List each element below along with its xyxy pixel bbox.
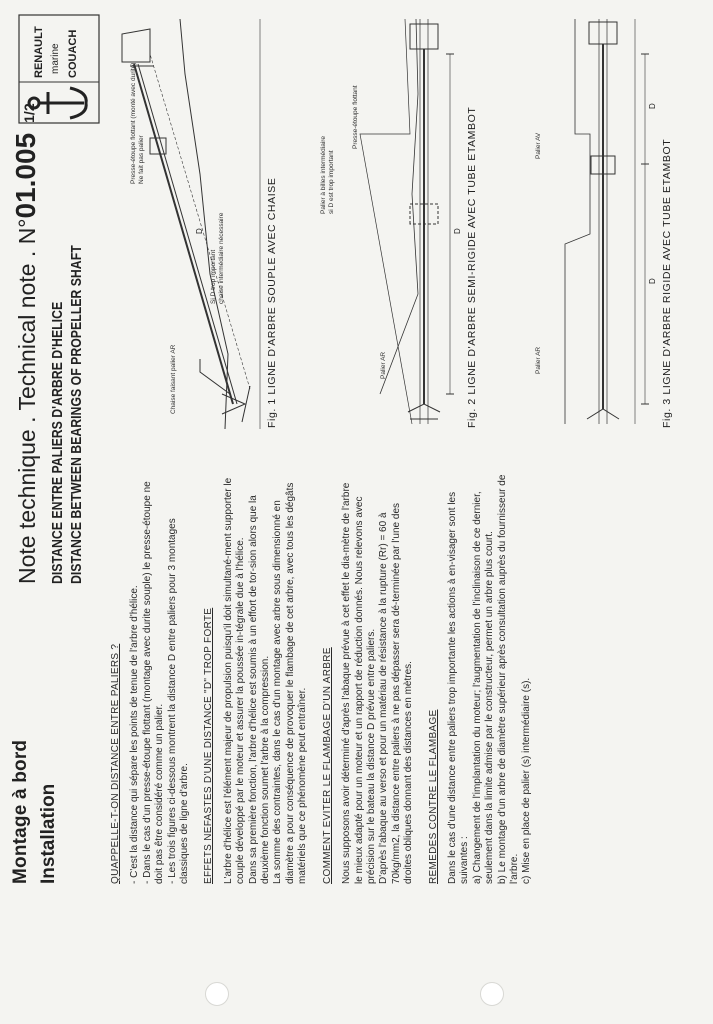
figure-1-d-label: D xyxy=(195,228,204,234)
figure-1-label-chair-needed: chaise intermédiaire nécessaire xyxy=(218,212,225,304)
figure-2 xyxy=(300,14,480,434)
figure-1-label-gland: Presse-étoupe flottant (monté avec durite) xyxy=(130,62,137,184)
subtitle-fr: DISTANCE ENTRE PALIERS D'ARBRE D'HELICE xyxy=(49,301,66,584)
figure-3-label-rear-bearing: Palier AR xyxy=(535,346,542,374)
section-body: L'arbre d'hélice est l'élément majeur de propulsion puisqu'il doit simultané-ment supporter le couple développé par le moteur et assurer la poussée in-tégrale due à l'hélice. Dans sa première fonction, l'arbre d'hélice est soumis à un effort de tor-sion alors que la deuxième fonction soumet l'arbre à la compression. La somme des contraintes, dans le cas d'un montage avec arbre sous dimensionné en diamètre a pour conséquence de provoquer le flambage de cet arbre, avec tous les dégâts matériels que ce phénomène peut entraîner. xyxy=(222,477,309,884)
figure-3-d2-label: D xyxy=(648,103,657,109)
note-title xyxy=(10,103,42,584)
text-column xyxy=(110,474,546,884)
section-body: - C'est la distance qui sépare les points de tenue de l'arbre d'hélice. - Dans le cas d'un presse-étoupe flottant (montage avec durite souple) le presse-étoupe ne doit pas être considéré comme un palier. - Les trois figures ci-dessous montrent la distance D entre paliers pour 3 montages classiques de ligne d'arbre. xyxy=(129,481,191,884)
note-number: 01.005 xyxy=(10,132,41,219)
section-body: Nous supposons avoir déterminé d'après l'abaque prévue à cet effet le dia-mètre de l'arbre le mieux adapté pour un moteur et un rapport de réduction donnés. Nous relevons avec précision sur le bateau la distance D prévue entre paliers. D'après l'abaque au verso et pour un matériau de résistance à la rupture (Rr) = 60 à 70kg/mm2, la distance entre paliers à ne pas dépasser sera dé-terminée par l'une des droites obliques donnant des distances en mètres. xyxy=(341,482,415,884)
category-line-en: Installation xyxy=(38,783,59,884)
section-heading: REMEDES CONTRE LE FLAMBAGE xyxy=(427,709,439,884)
logo-line-3: COUACH xyxy=(67,29,79,78)
figure-3 xyxy=(495,14,675,434)
subtitle-en: DISTANCE BETWEEN BEARINGS OF PROPELLER SHAFT xyxy=(68,245,85,584)
figure-1 xyxy=(110,14,290,434)
binder-hole xyxy=(205,982,229,1006)
figure-1-label-too-long: Si D trop important xyxy=(210,249,217,304)
category-line-fr: Montage à bord xyxy=(10,739,31,884)
figure-2-label-if-too-long: si D est trop important xyxy=(328,150,335,214)
logo-line-1: RENAULT xyxy=(33,26,45,78)
note-title-prefix: Note technique . Technical note . N° xyxy=(14,218,40,584)
category-heading xyxy=(10,740,60,884)
figure-2-label-rear-bearing: Palier AR xyxy=(380,351,387,379)
subtitle-block xyxy=(48,245,86,584)
figure-1-caption: Fig. 1 LIGNE D'ARBRE SOUPLE AVEC CHAISE xyxy=(266,177,278,428)
figures-column xyxy=(110,14,680,434)
section-effects xyxy=(203,474,309,884)
section-heading: COMMENT EVITER LE FLAMBAGE D'UN ARBRE xyxy=(321,647,333,884)
section-body: Dans le cas d'une distance entre paliers trop importante les actions à en-visager sont les suivantes : a) Changement de l'implantation du moteur; l'augmentation de l'inclinaison de ce dernier, seulement dans la limite admise par le constructeur, permet un arbre plus court. b) Le montage d'un arbre de diamètre supérieur après consultation auprès du fournisseur de l'arbre. c) Mise en place de palier (s) intermédiaire (s). xyxy=(446,474,533,884)
figure-2-caption: Fig. 2 LIGNE D'ARBRE SEMI-RIGIDE AVEC TUBE ETAMBOT xyxy=(466,106,478,428)
binder-hole xyxy=(480,982,504,1006)
figure-1-label-rear-bracket: Chaise faisant palier AR xyxy=(170,344,177,414)
section-avoid-buckling xyxy=(322,474,416,884)
figure-3-drawing xyxy=(495,14,655,434)
figure-1-label-not-bearing: Ne fait pas palier xyxy=(138,135,145,184)
page-fraction: 1/2 xyxy=(20,103,37,123)
logo-line-2: marine xyxy=(50,43,61,74)
figure-2-d-label: D xyxy=(453,228,462,234)
figure-3-caption: Fig. 3 LIGNE D'ARBRE RIGIDE AVEC TUBE ETAMBOT xyxy=(661,138,673,428)
section-remedies xyxy=(428,474,534,884)
section-heading: QUAPPELLE-T-ON DISTANCE ENTRE PALIERS ? xyxy=(110,643,121,884)
brand-logo xyxy=(18,14,100,124)
anchor-icon xyxy=(18,14,100,124)
figure-2-label-gland: Presse-étoupe flottant xyxy=(352,85,359,149)
figure-2-label-ball-bearing: Palier à billes intermédiaire xyxy=(320,135,327,214)
section-heading: EFFETS NEFASTES D'UNE DISTANCE "D" TROP FORTE xyxy=(203,607,215,884)
section-definition xyxy=(110,474,191,884)
figure-3-label-front-bearing: Palier AV xyxy=(535,132,542,159)
figure-3-d1-label: D xyxy=(648,278,657,284)
